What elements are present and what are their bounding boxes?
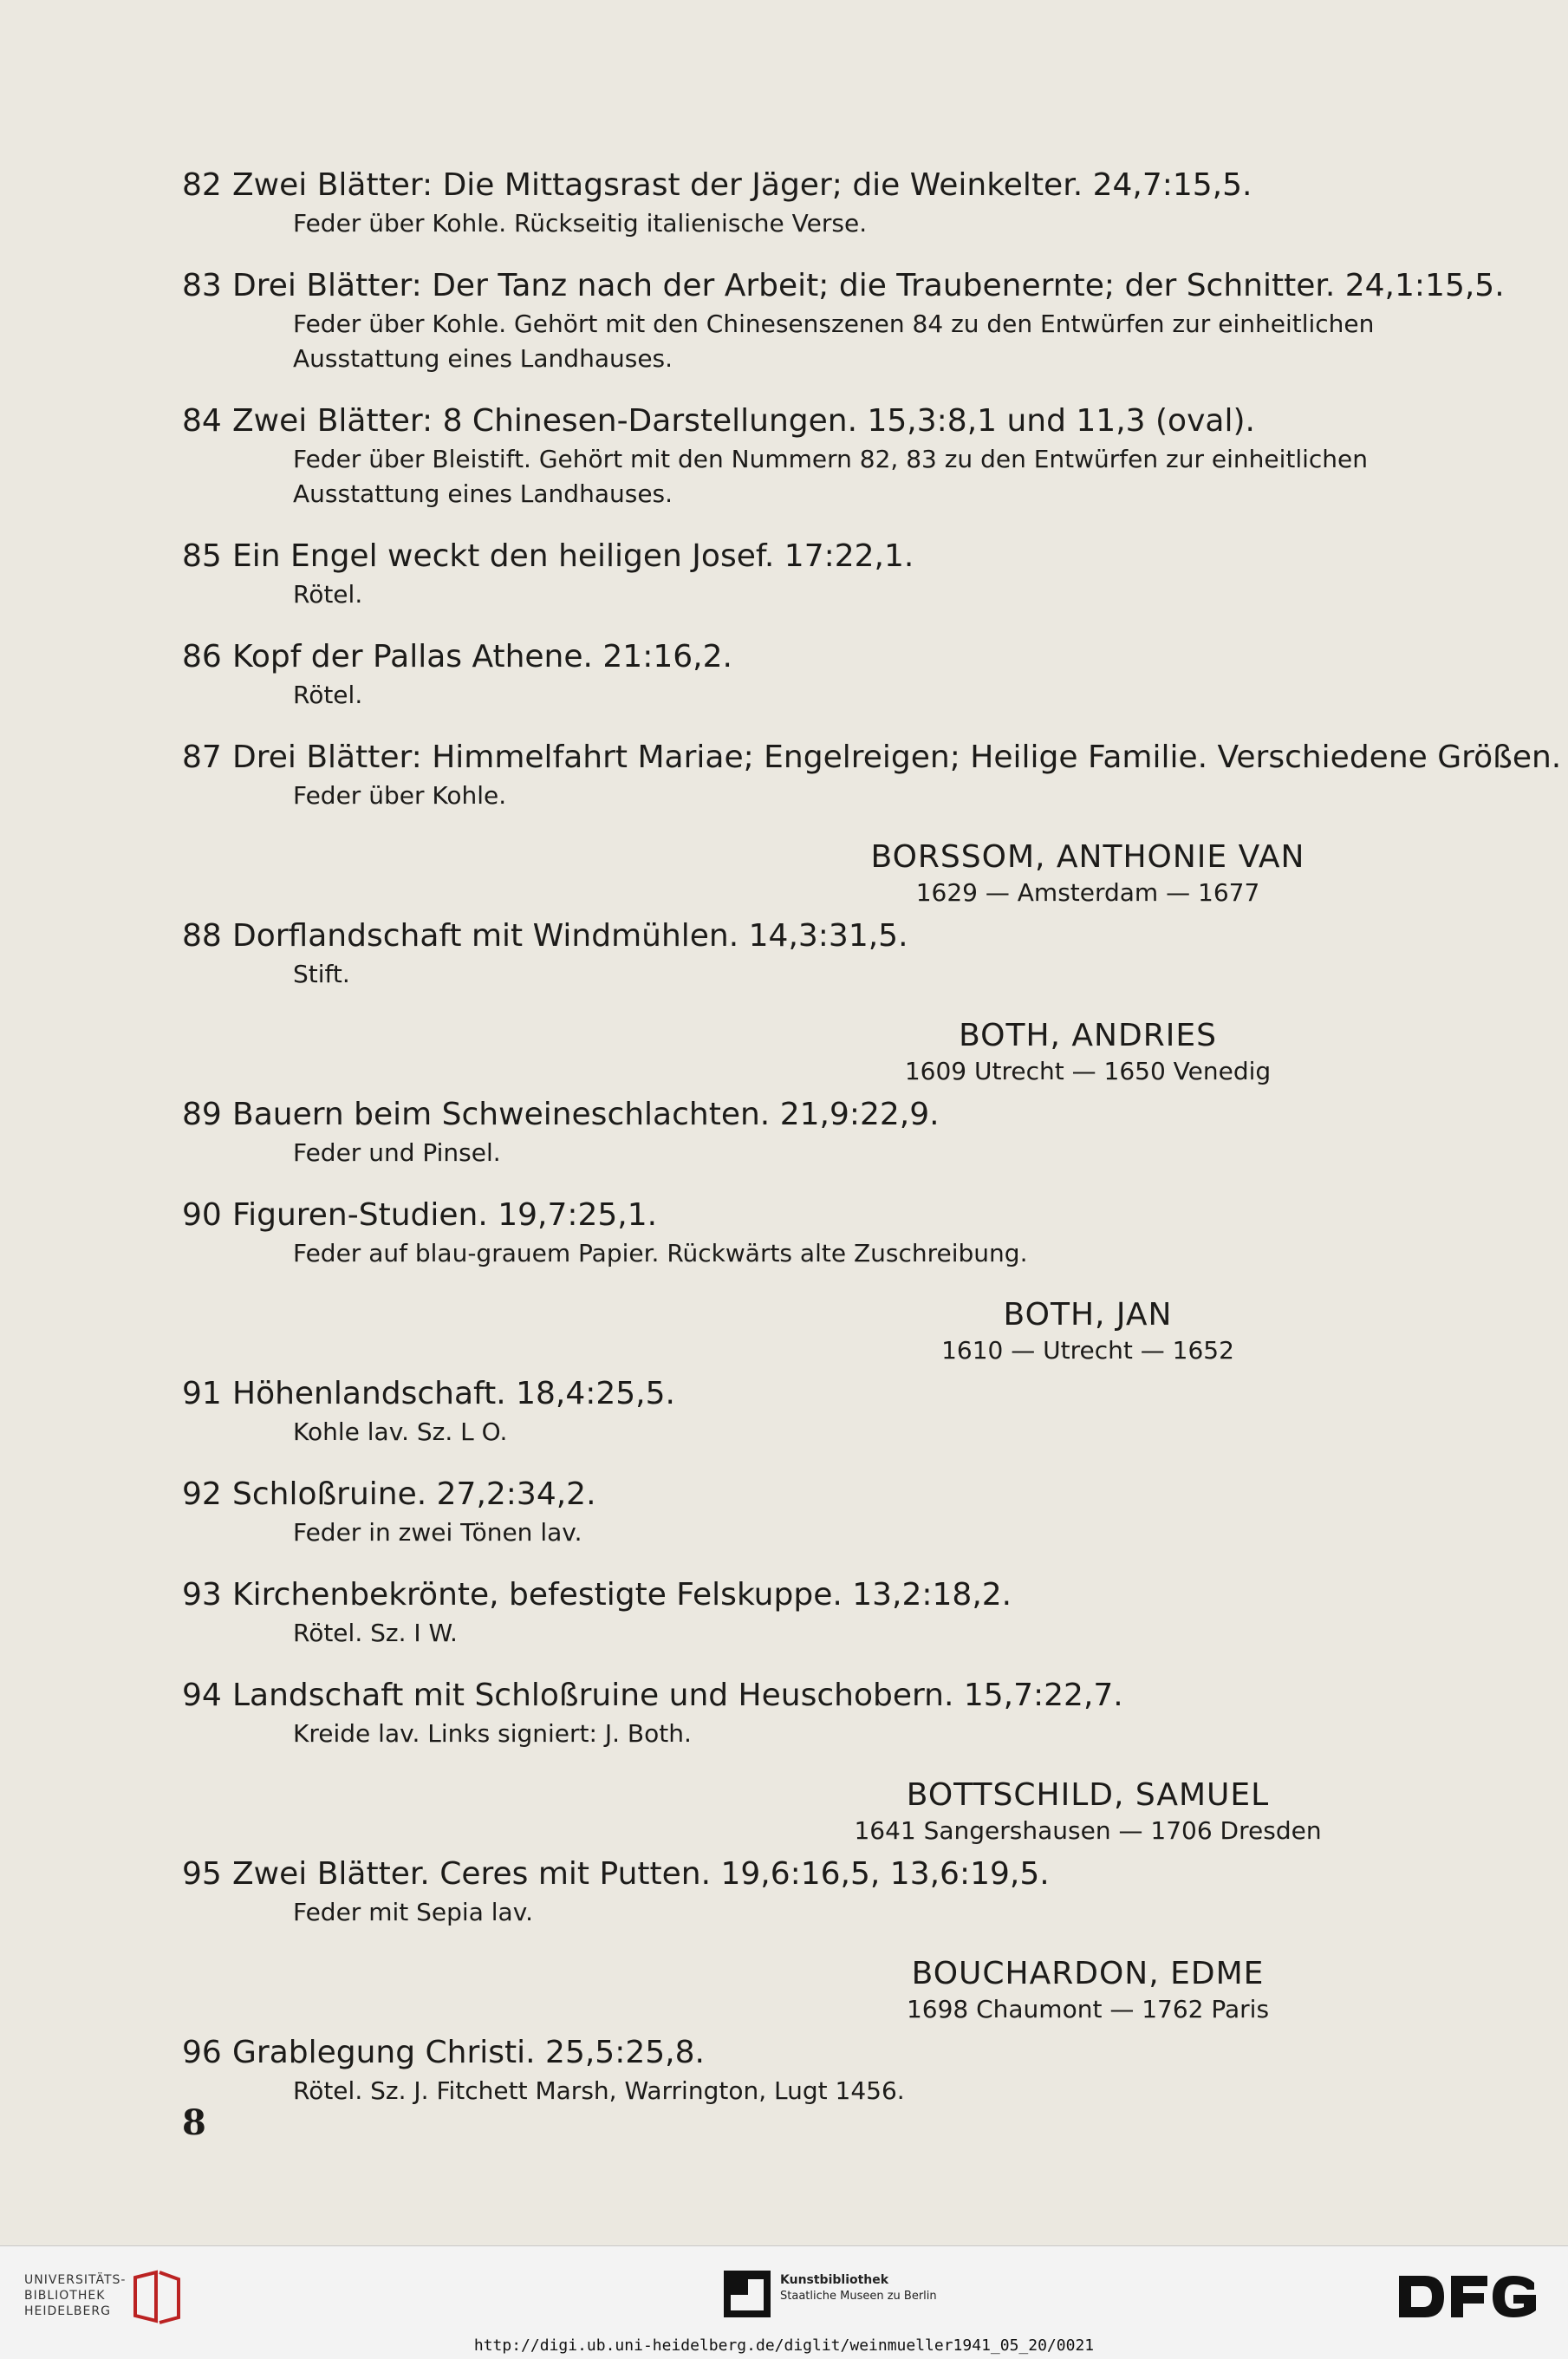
page-number: 8: [182, 2102, 206, 2143]
artist-dates: 1641 Sangershausen — 1706 Dresden: [854, 1816, 1322, 1845]
entry-number: 85: [182, 538, 222, 574]
viewer-footer: [0, 2245, 1568, 2359]
catalog-entry: [182, 1373, 1474, 1450]
entry-line: [182, 1195, 1474, 1236]
university-library-label[interactable]: UNIVERSITÄTS- BIBLIOTHEK HEIDELBERG: [24, 2273, 127, 2318]
artist-dates: 1629 — Amsterdam — 1677: [915, 878, 1260, 907]
artist-name: BOTH, ANDRIES: [959, 1018, 1217, 1053]
catalog-entry: [182, 401, 1474, 512]
entry-number: 87: [182, 740, 222, 775]
entry-technique: Feder über Bleistift. Gehört mit den Nummern 82, 83 zu den Entwürfen zur einheitlichen Ausstattung eines Landhauses.: [293, 445, 1369, 508]
entry-number: 90: [182, 1197, 222, 1233]
artist-heading: [702, 1016, 1474, 1087]
entry-technique: Stift.: [293, 960, 350, 988]
catalog-entry: [182, 265, 1505, 376]
artist-heading: [702, 1295, 1474, 1366]
entry-title: Ein Engel weckt den heiligen Josef. 17:22,1.: [232, 538, 914, 574]
university-logo-icon[interactable]: [130, 2269, 184, 2326]
catalog-entry: [182, 1474, 1474, 1550]
catalog-entry: [182, 1094, 1474, 1170]
artist-heading: [702, 837, 1474, 909]
entry-title: Landschaft mit Schloßruine und Heuschobern. 15,7:22,7.: [232, 1678, 1123, 1713]
entry-title: Drei Blätter: Der Tanz nach der Arbeit; die Traubenernte; der Schnitter. 24,1:15,5.: [232, 268, 1505, 303]
entry-technique: Rötel. Sz. J. Fitchett Marsh, Warrington, Lugt 1456.: [293, 2076, 905, 2105]
catalog-entry: [182, 536, 1474, 612]
entry-technique: Rötel. Sz. I W.: [293, 1619, 458, 1647]
artist-heading: [702, 1776, 1474, 1847]
entry-title: Drei Blätter: Himmelfahrt Mariae; Engelreigen; Heilige Familie. Verschiedene Größen.: [232, 740, 1562, 775]
entry-number: 88: [182, 918, 222, 954]
artist-dates: 1609 Utrecht — 1650 Venedig: [904, 1057, 1272, 1085]
entry-title: Figuren-Studien. 19,7:25,1.: [232, 1197, 658, 1233]
artist-name: BOTTSCHILD, SAMUEL: [906, 1777, 1270, 1813]
entry-number: 92: [182, 1476, 222, 1512]
entry-number: 96: [182, 2035, 222, 2070]
catalog-entry: [182, 2032, 1474, 2108]
entry-line: [182, 636, 1474, 678]
catalog-entry: [182, 916, 1474, 992]
entry-technique: Kohle lav. Sz. L O.: [293, 1417, 508, 1446]
entry-title: Kirchenbekrönte, befestigte Felskuppe. 13,2:18,2.: [232, 1577, 1012, 1613]
entry-title: Zwei Blätter: Die Mittagsrast der Jäger; die Weinkelter. 24,7:15,5.: [232, 167, 1252, 203]
catalog-entry: [182, 1195, 1474, 1271]
catalog-entry: [182, 636, 1474, 713]
kunstbibliothek-logo-icon[interactable]: [724, 2271, 771, 2317]
catalog-entry: [182, 1675, 1474, 1751]
entry-title: Zwei Blätter. Ceres mit Putten. 19,6:16,5, 13,6:19,5.: [232, 1856, 1050, 1892]
artist-name: BOUCHARDON, EDME: [911, 1956, 1265, 1991]
entry-line: [182, 1474, 1474, 1515]
entry-technique: Feder über Kohle. Rückseitig italienische Verse.: [293, 209, 868, 238]
entry-line: [182, 536, 1474, 577]
entry-title: Höhenlandschaft. 18,4:25,5.: [232, 1376, 675, 1411]
artist-name: BOTH, JAN: [1003, 1297, 1173, 1333]
entry-technique: Rötel.: [293, 580, 363, 609]
entry-line: [182, 401, 1474, 442]
entry-line: [182, 1675, 1474, 1717]
entry-line: [182, 2032, 1474, 2074]
entry-number: 94: [182, 1678, 222, 1713]
entry-title: Zwei Blätter: 8 Chinesen-Darstellungen. 15,3:8,1 und 11,3 (oval).: [232, 403, 1255, 439]
entry-title: Bauern beim Schweineschlachten. 21,9:22,9.: [232, 1097, 940, 1132]
artist-name: BORSSOM, ANTHONIE VAN: [870, 839, 1305, 875]
artist-dates: 1698 Chaumont — 1762 Paris: [906, 1995, 1270, 2023]
kunstbibliothek-label: Kunstbibliothek Staatliche Museen zu Berlin: [780, 2273, 937, 2303]
entry-number: 82: [182, 167, 222, 203]
entry-number: 86: [182, 639, 222, 674]
entry-technique: Feder und Pinsel.: [293, 1138, 501, 1167]
entry-number: 91: [182, 1376, 222, 1411]
catalog-entry: [182, 737, 1562, 813]
catalog-entry: [182, 1854, 1474, 1930]
entry-technique: Feder über Kohle. Gehört mit den Chinesenszenen 84 zu den Entwürfen zur einheitlichen Ausstattung eines Landhauses.: [293, 310, 1375, 373]
entry-number: 89: [182, 1097, 222, 1132]
entry-title: Grablegung Christi. 25,5:25,8.: [232, 2035, 705, 2070]
entry-technique: Feder in zwei Tönen lav.: [293, 1518, 582, 1547]
entry-line: [182, 265, 1505, 307]
entry-line: [182, 1094, 1474, 1136]
entry-line: [182, 165, 1474, 206]
catalog-entry: [182, 1574, 1474, 1651]
entry-number: 83: [182, 268, 222, 303]
artist-dates: 1610 — Utrecht — 1652: [941, 1336, 1234, 1365]
entry-technique: Kreide lav. Links signiert: J. Both.: [293, 1719, 692, 1748]
entry-title: Kopf der Pallas Athene. 21:16,2.: [232, 639, 732, 674]
entry-title: Dorflandschaft mit Windmühlen. 14,3:31,5.: [232, 918, 908, 954]
entry-number: 93: [182, 1577, 222, 1613]
entry-technique: Feder über Kohle.: [293, 781, 507, 810]
dfg-logo-icon[interactable]: [1396, 2271, 1543, 2323]
page-url[interactable]: http://digi.ub.uni-heidelberg.de/diglit/weinmueller1941_05_20/0021: [473, 2336, 1095, 2355]
entry-line: [182, 1854, 1474, 1895]
entry-technique: Feder auf blau-grauem Papier. Rückwärts alte Zuschreibung.: [293, 1239, 1028, 1267]
entry-technique: Rötel.: [293, 681, 363, 709]
artist-heading: [702, 1954, 1474, 2025]
entry-technique: Feder mit Sepia lav.: [293, 1898, 533, 1926]
entry-number: 84: [182, 403, 222, 439]
entry-line: [182, 1574, 1474, 1616]
entry-line: [182, 916, 1474, 957]
entry-number: 95: [182, 1856, 222, 1892]
entry-line: [182, 1373, 1474, 1415]
catalog-entry: [182, 165, 1474, 241]
entry-title: Schloßruine. 27,2:34,2.: [232, 1476, 596, 1512]
entry-line: [182, 737, 1562, 779]
catalog-text: [182, 165, 1562, 2133]
